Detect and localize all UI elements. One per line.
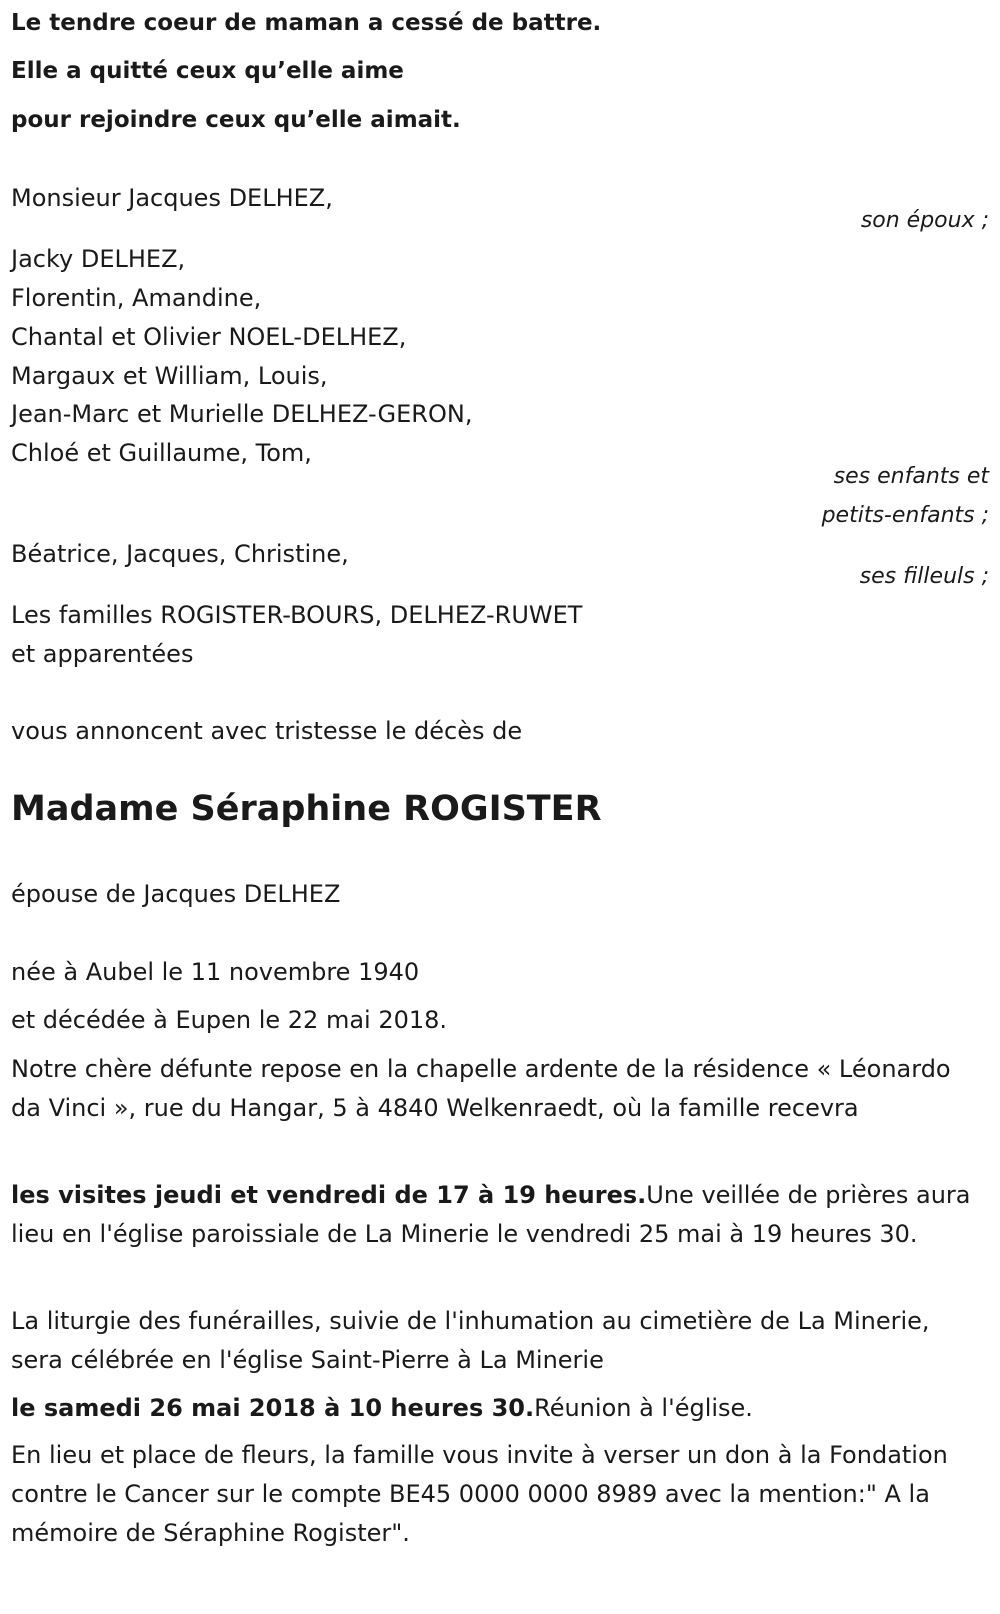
husband-role: son époux ; — [860, 208, 989, 233]
liturgy-paragraph: La liturgie des funérailles, suivie de l'inhumation au cimetière de La Minerie, sera célébrée en l'église Saint-Pierre à La Minerie — [11, 1307, 930, 1374]
visits-paragraph — [11, 1176, 986, 1254]
child-line: Margaux et William, Louis, — [11, 362, 328, 390]
deceased-name: Madame Séraphine ROGISTER — [11, 789, 602, 829]
donation-paragraph: En lieu et place de fleurs, la famille vous invite à verser un don à la Fondation contre le Cancer sur le compte BE45 0000 0000 8989 avec la mention:" A la mémoire de Séraphine Rogister". — [11, 1441, 948, 1547]
godchildren-names: Béatrice, Jacques, Christine, — [11, 540, 349, 568]
death-line: et décédée à Eupen le 22 mai 2018. — [11, 1006, 448, 1034]
announcement-text: vous annoncent avec tristesse le décès de — [11, 717, 523, 745]
child-line: Chloé et Guillaume, Tom, — [11, 439, 312, 467]
visits-bold-text: les visites jeudi et vendredi de 17 à 19 heures. — [11, 1181, 647, 1209]
spouse-line: épouse de Jacques DELHEZ — [11, 880, 341, 908]
child-line: Chantal et Olivier NOEL-DELHEZ, — [11, 323, 407, 351]
children-role-line-1: ses enfants et — [833, 464, 989, 489]
husband-name: Monsieur Jacques DELHEZ, — [11, 184, 333, 212]
visits-rest-text: Une veillée de prières aura lieu en l'église paroissiale de La Minerie le vendredi 25 mai à 19 heures 30. — [11, 1181, 971, 1248]
child-line: Jean-Marc et Murielle DELHEZ-GERON, — [11, 400, 473, 428]
funeral-rest-text: Réunion à l'église. — [534, 1394, 753, 1422]
intro-line-3: pour rejoindre ceux qu’elle aimait. — [11, 107, 461, 133]
godchildren-role: ses filleuls ; — [859, 564, 989, 589]
funeral-paragraph — [11, 1389, 986, 1428]
chapel-paragraph: Notre chère défunte repose en la chapelle ardente de la résidence « Léonardo da Vinci », rue du Hangar, 5 à 4840 Welkenraedt, où la famille recevra — [11, 1055, 951, 1122]
birth-line: née à Aubel le 11 novembre 1940 — [11, 958, 420, 986]
funeral-bold-text: le samedi 26 mai 2018 à 10 heures 30. — [11, 1394, 535, 1422]
intro-line-1: Le tendre coeur de maman a cessé de battre. — [11, 10, 602, 36]
intro-line-2: Elle a quitté ceux qu’elle aime — [11, 58, 404, 84]
families-line-1: Les familles ROGISTER-BOURS, DELHEZ-RUWET — [11, 601, 583, 629]
child-line: Jacky DELHEZ, — [11, 245, 186, 273]
children-role-line-2: petits-enfants ; — [821, 503, 989, 528]
families-line-2: et apparentées — [11, 640, 194, 668]
child-line: Florentin, Amandine, — [11, 284, 262, 312]
